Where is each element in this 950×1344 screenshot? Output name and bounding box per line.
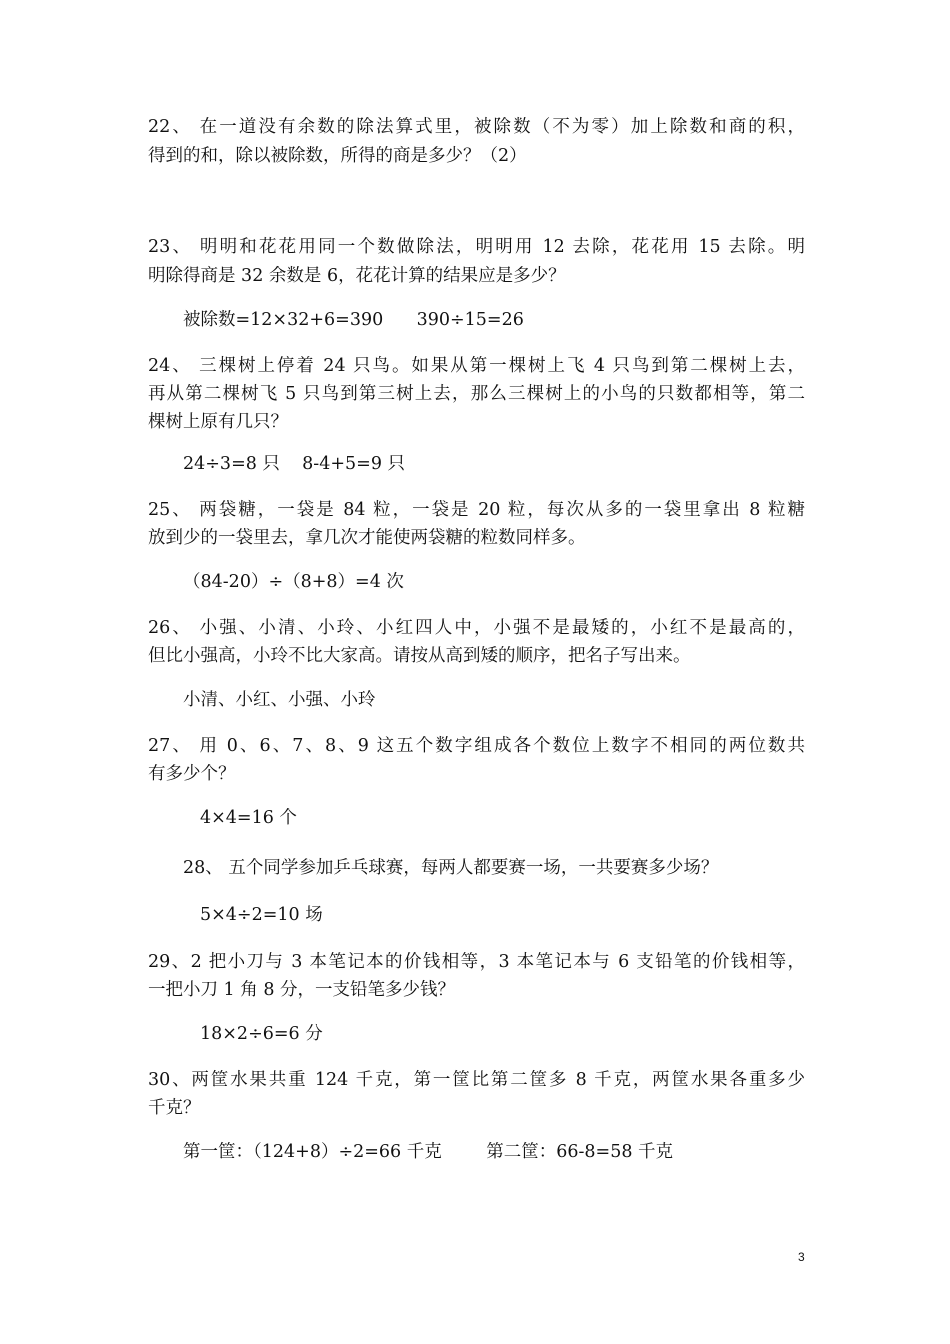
- question-22-line-1: 22、 在一道没有余数的除法算式里，被除数（不为零）加上除数和商的积，: [148, 117, 805, 137]
- question-23-line-2: 明除得商是 32 余数是 6，花花计算的结果应是多少？: [148, 266, 566, 286]
- question-30-line-1: 30、两筐水果共重 124 千克，第一筐比第二筐多 8 千克，两筐水果各重多少: [148, 1070, 805, 1090]
- question-26-line-1: 26、 小强、小清、小玲、小红四人中，小强不是最矮的，小红不是最高的，: [148, 618, 805, 638]
- answer-30: 第一筐：（124+8）÷2=66 千克 第二筐：66-8=58 千克: [183, 1142, 674, 1162]
- question-28-line-1: 28、 五个同学参加乒乓球赛，每两人都要赛一场，一共要赛多少场？: [183, 858, 719, 878]
- answer-29: 18×2÷6=6 分: [200, 1024, 323, 1044]
- question-24-line-3: 棵树上原有几只？: [148, 412, 288, 432]
- question-24-line-1: 24、 三棵树上停着 24 只鸟。如果从第一棵树上飞 4 只鸟到第二棵树上去，: [148, 356, 805, 376]
- question-25-line-2: 放到少的一袋里去，拿几次才能使两袋糖的粒数同样多。: [148, 528, 586, 548]
- question-27-line-1: 27、 用 0、6、7、8、9 这五个数字组成各个数位上数字不相同的两位数共: [148, 736, 805, 756]
- question-27-line-2: 有多少个？: [148, 764, 236, 784]
- answer-24: 24÷3=8 只 8-4+5=9 只: [183, 454, 406, 474]
- answer-23: 被除数=12×32+6=390 390÷15=26: [183, 310, 524, 330]
- page-number: 3: [798, 1250, 805, 1264]
- question-29-line-2: 一把小刀 1 角 8 分，一支铅笔多少钱？: [148, 980, 456, 1000]
- question-25-line-1: 25、 两袋糖，一袋是 84 粒，一袋是 20 粒，每次从多的一袋里拿出 8 粒糖: [148, 500, 805, 520]
- question-24-line-2: 再从第二棵树飞 5 只鸟到第三树上去，那么三棵树上的小鸟的只数都相等，第二: [148, 384, 805, 404]
- question-23-line-1: 23、 明明和花花用同一个数做除法，明明用 12 去除，花花用 15 去除。明: [148, 237, 805, 257]
- answer-27: 4×4=16 个: [200, 808, 297, 828]
- question-29-line-1: 29、2 把小刀与 3 本笔记本的价钱相等，3 本笔记本与 6 支铅笔的价钱相等，: [148, 952, 805, 972]
- answer-26: 小清、小红、小强、小玲: [183, 690, 376, 710]
- answer-28: 5×4÷2=10 场: [200, 905, 323, 925]
- question-22-line-2: 得到的和，除以被除数，所得的商是多少？（2）: [148, 146, 527, 166]
- answer-25: （84-20）÷（8+8）=4 次: [183, 572, 404, 592]
- question-26-line-2: 但比小强高，小玲不比大家高。请按从高到矮的顺序，把名子写出来。: [148, 646, 691, 666]
- question-30-line-2: 千克？: [148, 1098, 201, 1118]
